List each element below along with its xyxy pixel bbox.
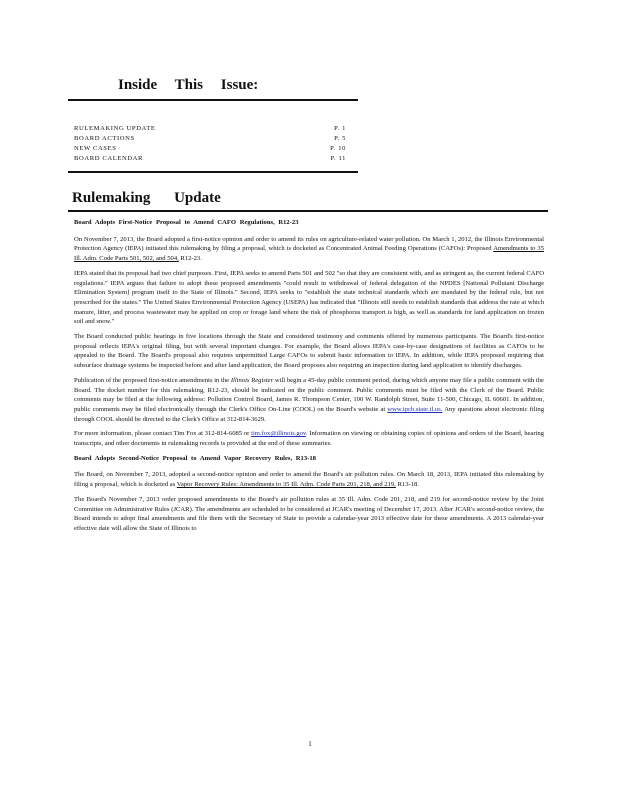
inside-this-issue-title: Inside This Issue: bbox=[118, 77, 259, 93]
table-of-contents bbox=[74, 124, 346, 164]
cafo-paragraph-5 bbox=[74, 429, 544, 448]
cafo-p5-text-a: For more information, please contact Tim Fox at 312-814-6085 or bbox=[74, 430, 250, 438]
toc-item[interactable] bbox=[74, 154, 346, 164]
illinois-register-title: Illinois Register bbox=[230, 376, 274, 384]
cafo-paragraph-1 bbox=[74, 235, 544, 264]
cafo-p1-text: On November 7, 2013, the Board adopted a first-notice opinion and order to amend its rules on agriculture-related water pollution. On March 1, 2012, the Illinois Environmental Protection Agency (IEPA) initiated this rulemaking by filing a proposal, which is docketed as Concentrated Animal Feeding Operations (CAFOs): Proposed bbox=[74, 235, 544, 253]
toc-item[interactable] bbox=[74, 144, 346, 154]
vapor-p1-text: The Board, on November 7, 2013, adopted a second-notice opinion and order to amend the Board's air pollution rules. On March 18, 2013, IEPA initiated this rulemaking by filing a proposal, which is docketed as bbox=[74, 471, 544, 489]
board-website-link[interactable]: www.ipcb.state.il.us. bbox=[387, 405, 443, 413]
vapor-docket-title: Vapor Recovery Rules: Amendments to 35 Ill. Adm. Code Parts 201, 218, and 219, bbox=[176, 481, 396, 489]
toc-item[interactable] bbox=[74, 124, 346, 134]
section-title: Rulemaking Update bbox=[72, 190, 221, 206]
title-underline bbox=[68, 99, 358, 101]
toc-item-page: P. 5 bbox=[334, 135, 346, 142]
toc-item-name: RULEMAKING UPDATE bbox=[74, 125, 156, 132]
cafo-p4-text-c: Any questions about electronic filing through COOL should be directed to the Clerk's Office at 312-814-3629. bbox=[74, 405, 544, 423]
contact-email-link[interactable]: tim.fox@illinois.gov bbox=[251, 430, 306, 438]
cafo-docket-number: R12-23. bbox=[180, 255, 202, 263]
vapor-article-heading: Board Adopts Second-Notice Proposal to Amend Vapor Recovery Rules, R13-18 bbox=[74, 454, 316, 462]
cafo-paragraph-3: The Board conducted public hearings in five locations through the State and considered testimony and comments offered by numerous participants. The Board's first-notice proposal reflects IEPA's original filing, but with several important changes. For example, the Board allows IEPA's case-by-case designations of facilities as CAFOs to be appealed to the Board. The Board's proposal also requires unpermitted Large CAFOs to submit basic information to IEPA. In addition, while IEPA proposed requiring that subsurface drainage systems be inspected before and after land application, the Board proposes also requiring an inspection during land application to identify discharges. bbox=[74, 333, 544, 370]
cafo-p4-text-a: Publication of the proposed first-notice amendments in the bbox=[74, 376, 230, 384]
vapor-paragraph-1 bbox=[74, 470, 544, 489]
section-title-underline bbox=[68, 210, 548, 212]
vapor-paragraph-2: The Board's November 7, 2013 order proposed amendments to the Board's air pollution rules at 35 Ill. Adm. Code 201, 218, and 219 for second-notice review by the Joint Committee on Administrative Rules (JCAR). The amendments are scheduled to be considered at JCAR's meeting of December 17, 2013. After JCAR's second-notice review, the Board intends to adopt final amendments and file them with the Secretary of State to provide a calendar-year 2013 effective date for these amendments. A 2013 calendar-year effective date will allow the State of Illinois to bbox=[74, 495, 544, 532]
cafo-paragraph-2: IEPA stated that its proposal had two chief purposes. First, IEPA seeks to amend Parts 501 and 502 "so that they are consistent with, and as stringent as, the current federal CAFO regulations." IEPA argues that failure to adopt these proposed amendments "could result in withdrawal of federal delegation of the NPDES [National Pollutant Discharge Elimination System] program itself to the State of Illinois." Second, IEPA seeks to "establish the state technical standards which are mandated by the federal rule, but not prescribed for the states." The United States Environmental Protection Agency (USEPA) has indicated that "Illinois still needs to establish standards that address the rate at which manure, litter, and process wastewater may be applied on crop or forage land where the risk of phosphorus transport is high, as well as standards for land application on frozen soil and snow." bbox=[74, 269, 544, 326]
toc-item-name: BOARD ACTIONS bbox=[74, 135, 135, 142]
toc-item-name: NEW CASES bbox=[74, 145, 117, 152]
vapor-docket-number: R13-18. bbox=[397, 481, 419, 489]
page-number: 1 bbox=[308, 740, 312, 748]
cafo-docket-title: Amendments to 35 Ill. Adm. Code Parts 501, 502, and 504, bbox=[74, 245, 544, 263]
toc-divider bbox=[68, 171, 358, 173]
cafo-p5-text-b: . Information on viewing or obtaining copies of opinions and orders of the Board, hearing transcripts, and other documents in rulemaking records is provided at the end of these summaries. bbox=[74, 430, 544, 448]
toc-item-name: BOARD CALENDAR bbox=[74, 155, 144, 162]
cafo-paragraph-4 bbox=[74, 376, 544, 425]
article-body bbox=[74, 218, 544, 539]
toc-item-page: P. 11 bbox=[330, 155, 346, 162]
toc-item-page: P. 1 bbox=[334, 125, 346, 132]
toc-item-page: P. 10 bbox=[330, 145, 346, 152]
toc-item[interactable] bbox=[74, 134, 346, 144]
cafo-p4-text-b: will begin a 45-day public comment period, during which anyone may file a public comment with the Board. The docket number for this rulemaking, R12-23, should be indicated on the public comment. Public comments must be filed with the Clerk of the Board. Public comments may be filed at the following address: Pollution Control Board, James R. Thompson Center, 100 W. Randolph Street, Suite 11-500, Chicago, IL 60601. In addition, public comments may be filed electronically through the Clerk's Office On-Line (COOL) on the Board's website at bbox=[74, 376, 544, 413]
cafo-article-heading: Board Adopts First-Notice Proposal to Amend CAFO Regulations, R12-23 bbox=[74, 219, 299, 226]
